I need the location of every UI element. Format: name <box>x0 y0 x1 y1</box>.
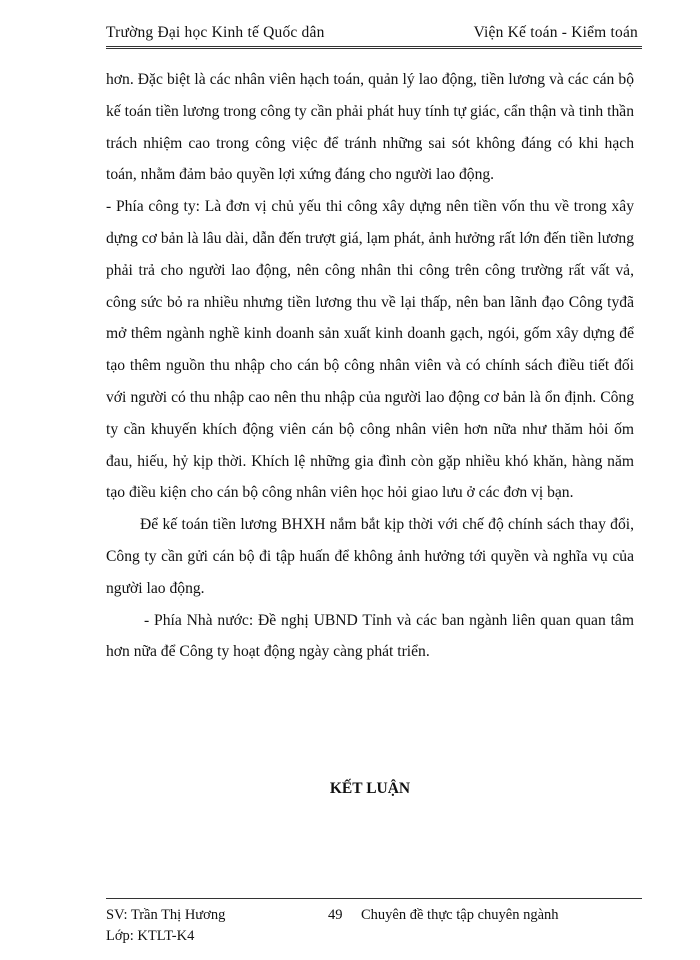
footer-class: Lớp: KTLT-K4 <box>106 928 195 944</box>
page-header <box>106 22 642 49</box>
section-heading-conclusion: KẾT LUẬN <box>329 780 411 797</box>
header-institute: Viện Kế toán - Kiểm toán <box>473 24 638 41</box>
footer-page-number: 49 <box>328 907 343 923</box>
footer-divider <box>106 898 642 899</box>
body-text <box>106 64 634 668</box>
footer-student: SV: Trần Thị Hương <box>106 907 226 923</box>
header-university: Trường Đại học Kinh tế Quốc dân <box>106 24 325 41</box>
paragraph-training: Để kế toán tiền lương BHXH nắm bắt kịp thời với chế độ chính sách thay đổi, Công ty cần gửi cán bộ đi tập huấn để không ảnh hưởng tới quyền và nghĩa vụ của người lao động. <box>106 516 634 597</box>
paragraph-continuation: hơn. Đặc biệt là các nhân viên hạch toán, quản lý lao động, tiền lương và các cán bộ kế toán tiền lương trong công ty cần phải phát huy tính tự giác, cẩn thận và tinh thần trách nhiệm cao trong công việc để tránh những sai sót không đáng có khi hạch toán, nhằm đảm bảo quyền lợi xứng đáng cho người lao động. <box>106 71 634 184</box>
paragraph-state: - Phía Nhà nước: Đề nghị UBND Tỉnh và các ban ngành liên quan quan tâm hơn nữa để Công ty hoạt động ngày càng phát triển. <box>106 611 634 661</box>
footer-report-title: Chuyên đề thực tập chuyên ngành <box>361 907 559 923</box>
paragraph-company: - Phía công ty: Là đơn vị chủ yếu thi công xây dựng nên tiền vốn thu về trong xây dựng cơ bản là lâu dài, dẫn đến trượt giá, lạm phát, ảnh hưởng rất lớn đến tiền lương phải trả cho người lao động, nên công nhân thi công trên công trường rất vất vả, công sức bỏ ra nhiều nhưng tiền lương thu về lại thấp, nên ban lãnh đạo Công tyđã mở thêm ngành nghề kinh doanh sản xuất kinh doanh gạch, ngói, gốm xây dựng để tạo thêm nguồn thu nhập cho cán bộ công nhân viên và có chính sách điều tiết đối với người có thu nhập cao nên thu nhập của người lao động cơ bản là ổn định. Công ty cần khuyến khích động viên cán bộ công nhân viên hơn nữa như thăm hỏi ốm đau, hiếu, hỷ kịp thời. Khích lệ những gia đình còn gặp nhiều khó khăn, hàng năm tạo điều kiện cho cán bộ công nhân viên học hỏi giao lưu ở các đơn vị bạn. <box>106 198 634 502</box>
